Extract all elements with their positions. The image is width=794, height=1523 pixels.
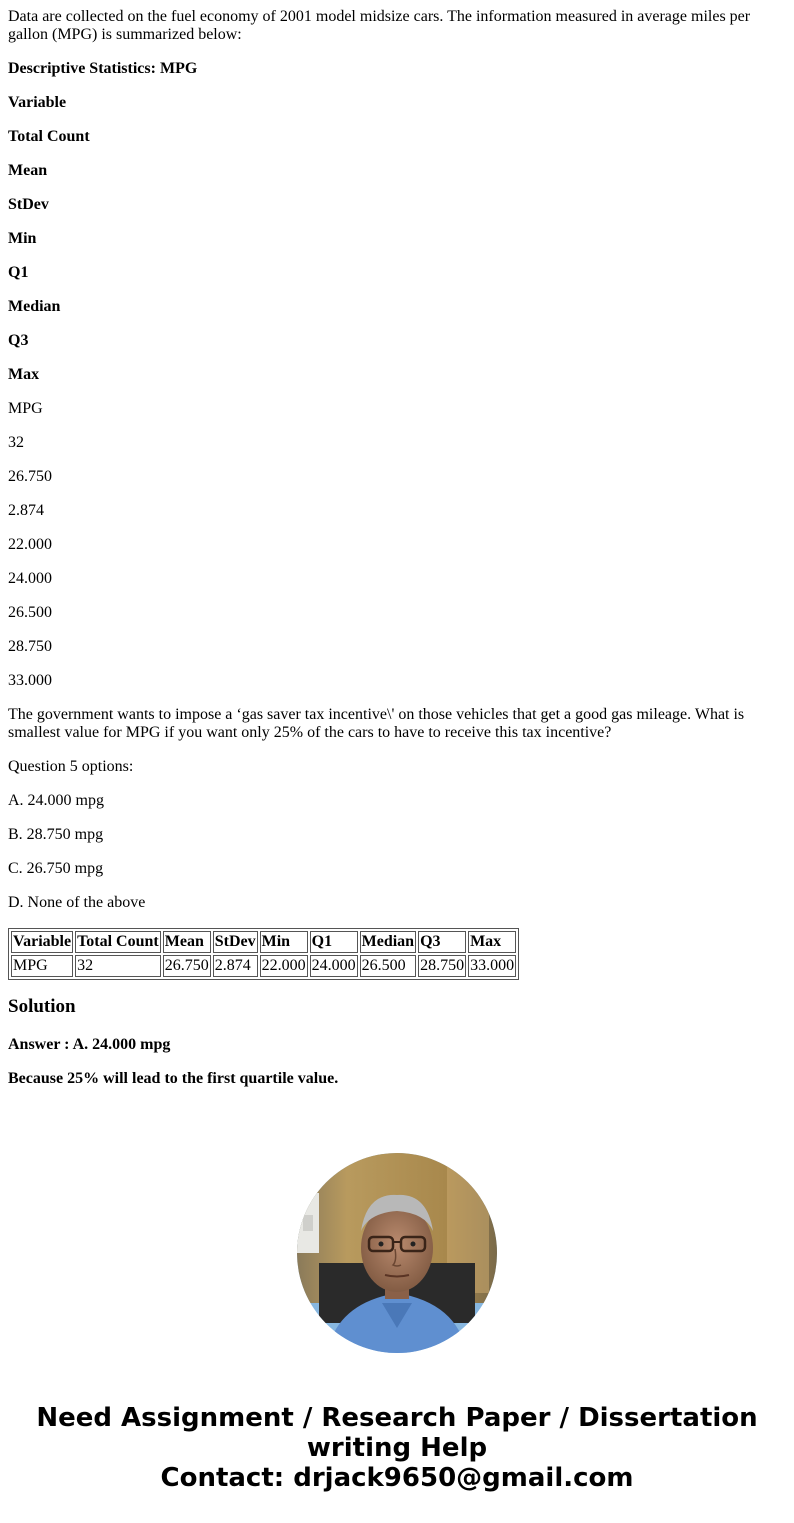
table-header-cell: Total Count: [75, 931, 161, 953]
table-cell: 26.750: [163, 955, 211, 977]
table-cell: MPG: [11, 955, 73, 977]
table-cell: 26.500: [360, 955, 416, 977]
advertisement-banner: [0, 1403, 794, 1493]
table-header-row: [11, 931, 516, 953]
solution-heading: Solution: [8, 996, 76, 1017]
stat-label-stdev: StDev: [8, 196, 49, 213]
stat-value-min: 22.000: [8, 536, 52, 553]
stat-label-max: Max: [8, 366, 40, 383]
table-header-cell: Q3: [418, 931, 466, 953]
table-header-cell: Mean: [163, 931, 211, 953]
avatar: [297, 1153, 497, 1353]
option-a: A. 24.000 mpg: [8, 792, 104, 809]
stat-label-variable: Variable: [8, 94, 67, 111]
options-label: Question 5 options:: [8, 758, 134, 775]
table-header-cell: StDev: [213, 931, 258, 953]
table-cell: 32: [75, 955, 161, 977]
option-c: C. 26.750 mpg: [8, 860, 104, 877]
table-header-cell: Max: [468, 931, 516, 953]
table-cell: 22.000: [260, 955, 308, 977]
ad-line-1: Need Assignment / Research Paper / Dissertation: [36, 1403, 758, 1433]
stat-label-q3: Q3: [8, 332, 29, 349]
option-d: D. None of the above: [8, 894, 146, 911]
table-cell: 2.874: [213, 955, 258, 977]
stat-value-variable: MPG: [8, 400, 43, 417]
stat-value-total-count: 32: [8, 434, 24, 451]
ad-line-2: writing Help: [306, 1433, 488, 1463]
stats-table: [8, 928, 519, 980]
stat-value-stdev: 2.874: [8, 502, 44, 519]
solution-reason: Because 25% will lead to the first quartile value.: [8, 1070, 339, 1087]
stat-value-q3: 28.750: [8, 638, 52, 655]
stat-label-q1: Q1: [8, 264, 29, 281]
tutor-portrait-image: [297, 1153, 497, 1353]
question-intro: Data are collected on the fuel economy of 2001 model midsize cars. The information measured in average miles per gallon (MPG) is summarized below:: [8, 8, 751, 43]
stat-value-q1: 24.000: [8, 570, 52, 587]
stat-label-mean: Mean: [8, 162, 48, 179]
solution-answer: Answer : A. 24.000 mpg: [8, 1036, 171, 1053]
option-b: B. 28.750 mpg: [8, 826, 104, 843]
question-prompt: The government wants to impose a ‘gas saver tax incentive\' on those vehicles that get a good gas mileage. What is smallest value for MPG if you want only 25% of the cars to have to receive this tax incentive?: [8, 706, 745, 741]
table-header-cell: Q1: [310, 931, 358, 953]
stat-label-min: Min: [8, 230, 37, 247]
ad-contact-line: Contact: drjack9650@gmail.com: [160, 1463, 634, 1493]
table-cell: 33.000: [468, 955, 516, 977]
table-header-cell: Median: [360, 931, 416, 953]
table-header-cell: Min: [260, 931, 308, 953]
table-row: [11, 955, 516, 977]
stat-label-total-count: Total Count: [8, 128, 90, 145]
stat-value-mean: 26.750: [8, 468, 52, 485]
stat-value-median: 26.500: [8, 604, 52, 621]
stats-heading: Descriptive Statistics: MPG: [8, 60, 198, 77]
table-cell: 24.000: [310, 955, 358, 977]
table-cell: 28.750: [418, 955, 466, 977]
table-header-cell: Variable: [11, 931, 73, 953]
stat-value-max: 33.000: [8, 672, 52, 689]
stat-label-median: Median: [8, 298, 61, 315]
